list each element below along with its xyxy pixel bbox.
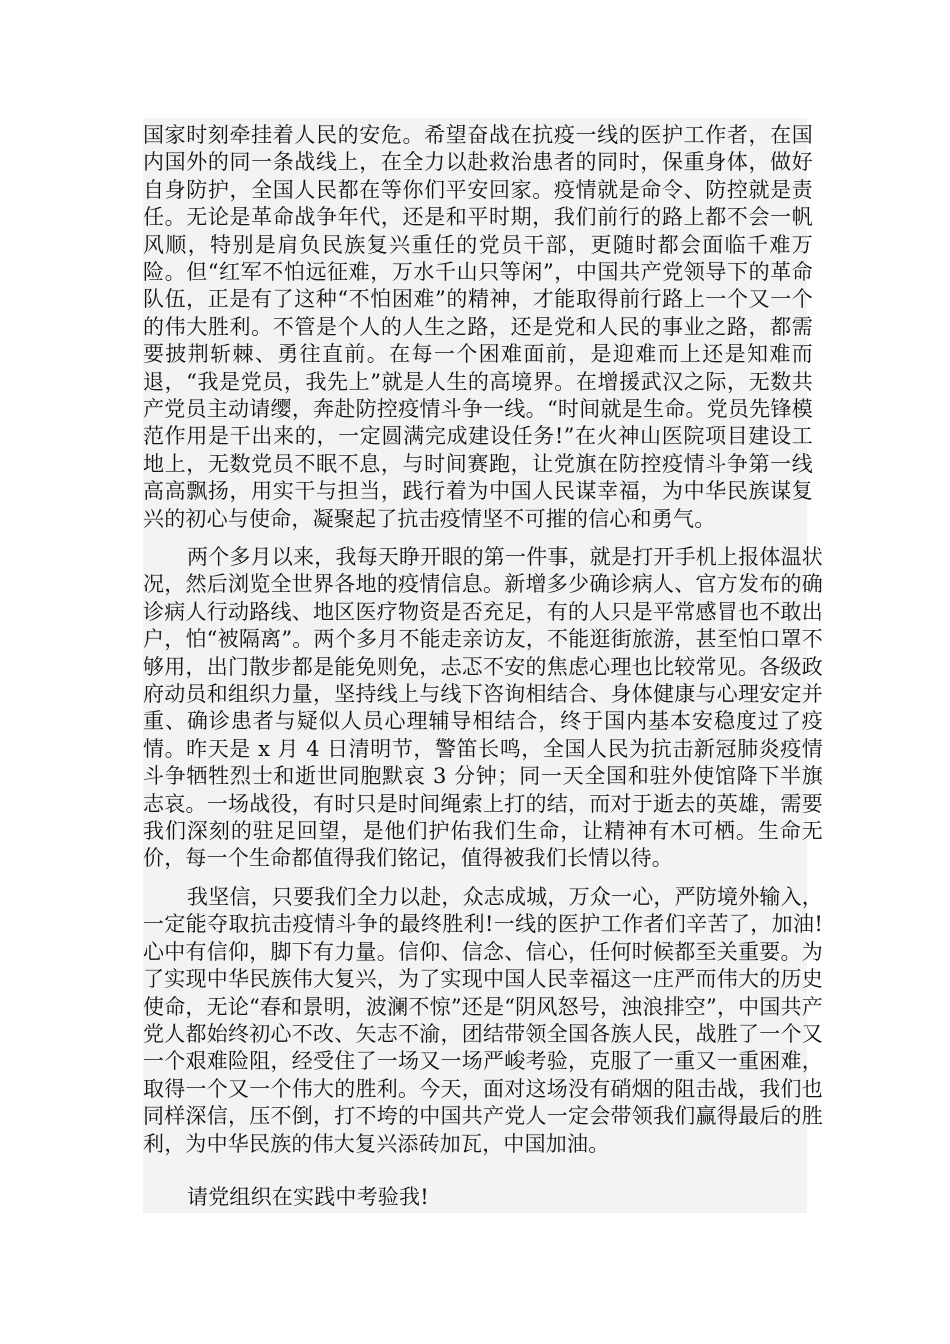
paragraph-1: 国家时刻牵挂着人民的安危。希望奋战在抗疫一线的医护工作者，在国内国外的同一条战线上，在全力以赴救治患者的同时，保重身体，做好自身防护，全国人民都在等你们平安回家。疫情就是命令、防控就是责任。无论是革命战争年代，还是和平时期，我们前行的路上都不会一帆风顺，特别是肩负民族复兴重任的党员干部，更随时都会面临千难万险。但“红军不怕远征难，万水千山只等闲”，中国共产党领导下的革命队伍，正是有了这种“不怕困难”的精神，才能取得前行路上一个又一个的伟大胜利。不管是个人的人生之路，还是党和人民的事业之路，都需要披荆斩棘、勇往直前。在每一个困难面前，是迎难而上还是知难而退，“我是党员，我先上”就是人生的高境界。在增援武汉之际，无数共产党员主动请缨，奔赴防控疫情斗争一线。“时间就是生命。党员先锋模范作用是干出来的，一定圆满完成建设任务!”在火神山医院项目建设工地上，无数党员不眠不息，与时间赛跑，让党旗在防控疫情斗争第一线高高飘扬，用实干与担当，践行着为中国人民谋幸福，为中华民族谋复兴的初心与使命，凝聚起了抗击疫情坚不可摧的信心和勇气。	[143, 123, 813, 531]
paragraph-3: 我坚信，只要我们全力以赴，众志成城，万众一心，严防境外输入，一定能夺取抗击疫情斗争的最终胜利!一线的医护工作者们辛苦了，加油!心中有信仰，脚下有力量。信仰、信念、信心，任何时候都至关重要。为了实现中华民族伟大复兴，为了实现中国人民幸福这一庄严而伟大的历史使命，无论“春和景明，波澜不惊”还是“阴风怒号，浊浪排空”，中国共产党人都始终初心不改、矢志不渝，团结带领全国各族人民，战胜了一个又一个艰难险阻，经受住了一场又一场严峻考验，克服了一重又一重困难，取得一个又一个伟大的胜利。今天，面对这场没有硝烟的阻击战，我们也同样深信，压不倒，打不垮的中国共产党人一定会带领我们赢得最后的胜利，为中华民族的伟大复兴添砖加瓦，中国加油。	[143, 885, 823, 1156]
paragraph-2: 两个多月以来，我每天睁开眼的第一件事，就是打开手机上报体温状况，然后浏览全世界各地的疫情信息。新增多少确诊病人、官方发布的确诊病人行动路线、地区医疗物资是否充足，有的人只是平常感冒也不敢出户，怕“被隔离”。两个多月不能走亲访友，不能逛街旅游，甚至怕口罩不够用，出门散步都是能免则免，忐忑不安的焦虑心理也比较常见。各级政府动员和组织力量，坚持线上与线下咨询相结合、身体健康与心理安定并重、确诊患者与疑似人员心理辅导相结合，终于国内基本安稳度过了疫情。昨天是 x 月 4 日清明节，警笛长鸣，全国人民为抗击新冠肺炎疫情斗争牺牲烈士和逝世同胞默哀 3 分钟；同一天全国和驻外使馆降下半旗志哀。一场战役，有时只是时间绳索上打的结，而对于逝去的英雄，需要我们深刻的驻足回望，是他们护佑我们生命，让精神有木可栖。生命无价，每一个生命都值得我们铭记，值得被我们长情以待。	[143, 545, 823, 871]
paragraph-4: 请党组织在实践中考验我!	[187, 1185, 429, 1209]
